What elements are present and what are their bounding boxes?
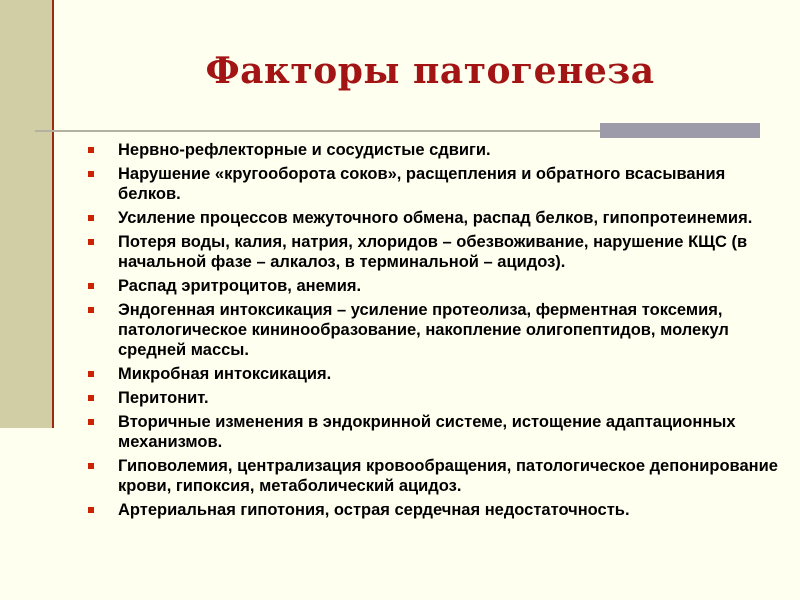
list-item	[88, 232, 788, 272]
list-item	[88, 412, 788, 452]
list-item	[88, 276, 788, 296]
square-bullet-icon	[88, 147, 94, 153]
square-bullet-icon	[88, 371, 94, 377]
list-item	[88, 500, 788, 520]
slide-title: Факторы патогенеза	[205, 50, 655, 92]
bullet-list	[88, 140, 788, 524]
square-bullet-icon	[88, 283, 94, 289]
square-bullet-icon	[88, 395, 94, 401]
list-item-text: Распад эритроцитов, анемия.	[118, 277, 362, 295]
title-divider-accent	[600, 123, 760, 138]
list-item-text: Гиповолемия, централизация кровообращения, патологическое депонирование крови, гипоксия, метаболический ацидоз.	[118, 457, 778, 495]
list-item	[88, 140, 788, 160]
list-item	[88, 456, 788, 496]
list-item-text: Артериальная гипотония, острая сердечная недостаточность.	[118, 501, 630, 519]
list-item-text: Вторичные изменения в эндокринной системе, истощение адаптационных механизмов.	[118, 413, 736, 451]
list-item-text: Перитонит.	[118, 389, 209, 407]
list-item	[88, 388, 788, 408]
list-item	[88, 208, 788, 228]
square-bullet-icon	[88, 215, 94, 221]
list-item-text: Потеря воды, калия, натрия, хлоридов – обезвоживание, нарушение КЩС (в начальной фазе – алкалоз, в терминальной – ацидоз).	[118, 233, 748, 271]
square-bullet-icon	[88, 239, 94, 245]
square-bullet-icon	[88, 171, 94, 177]
list-item	[88, 364, 788, 384]
decorative-side-bar-edge	[52, 0, 54, 428]
list-item-text: Нервно-рефлекторные и сосудистые сдвиги.	[118, 141, 491, 159]
list-item-text: Усиление процессов межуточного обмена, распад белков, гипопротеинемия.	[118, 209, 753, 227]
list-item	[88, 300, 788, 360]
decorative-side-bar	[0, 0, 52, 428]
list-item-text: Эндогенная интоксикация – усиление протеолиза, ферментная токсемия, патологическое кининообразование, накопление олигопептидов, молекул средней массы.	[118, 301, 729, 359]
square-bullet-icon	[88, 463, 94, 469]
square-bullet-icon	[88, 507, 94, 513]
list-item-text: Нарушение «кругооборота соков», расщепления и обратного всасывания белков.	[118, 165, 726, 203]
title-divider-line	[35, 130, 600, 132]
list-item	[88, 164, 788, 204]
square-bullet-icon	[88, 307, 94, 313]
list-item-text: Микробная интоксикация.	[118, 365, 332, 383]
square-bullet-icon	[88, 419, 94, 425]
